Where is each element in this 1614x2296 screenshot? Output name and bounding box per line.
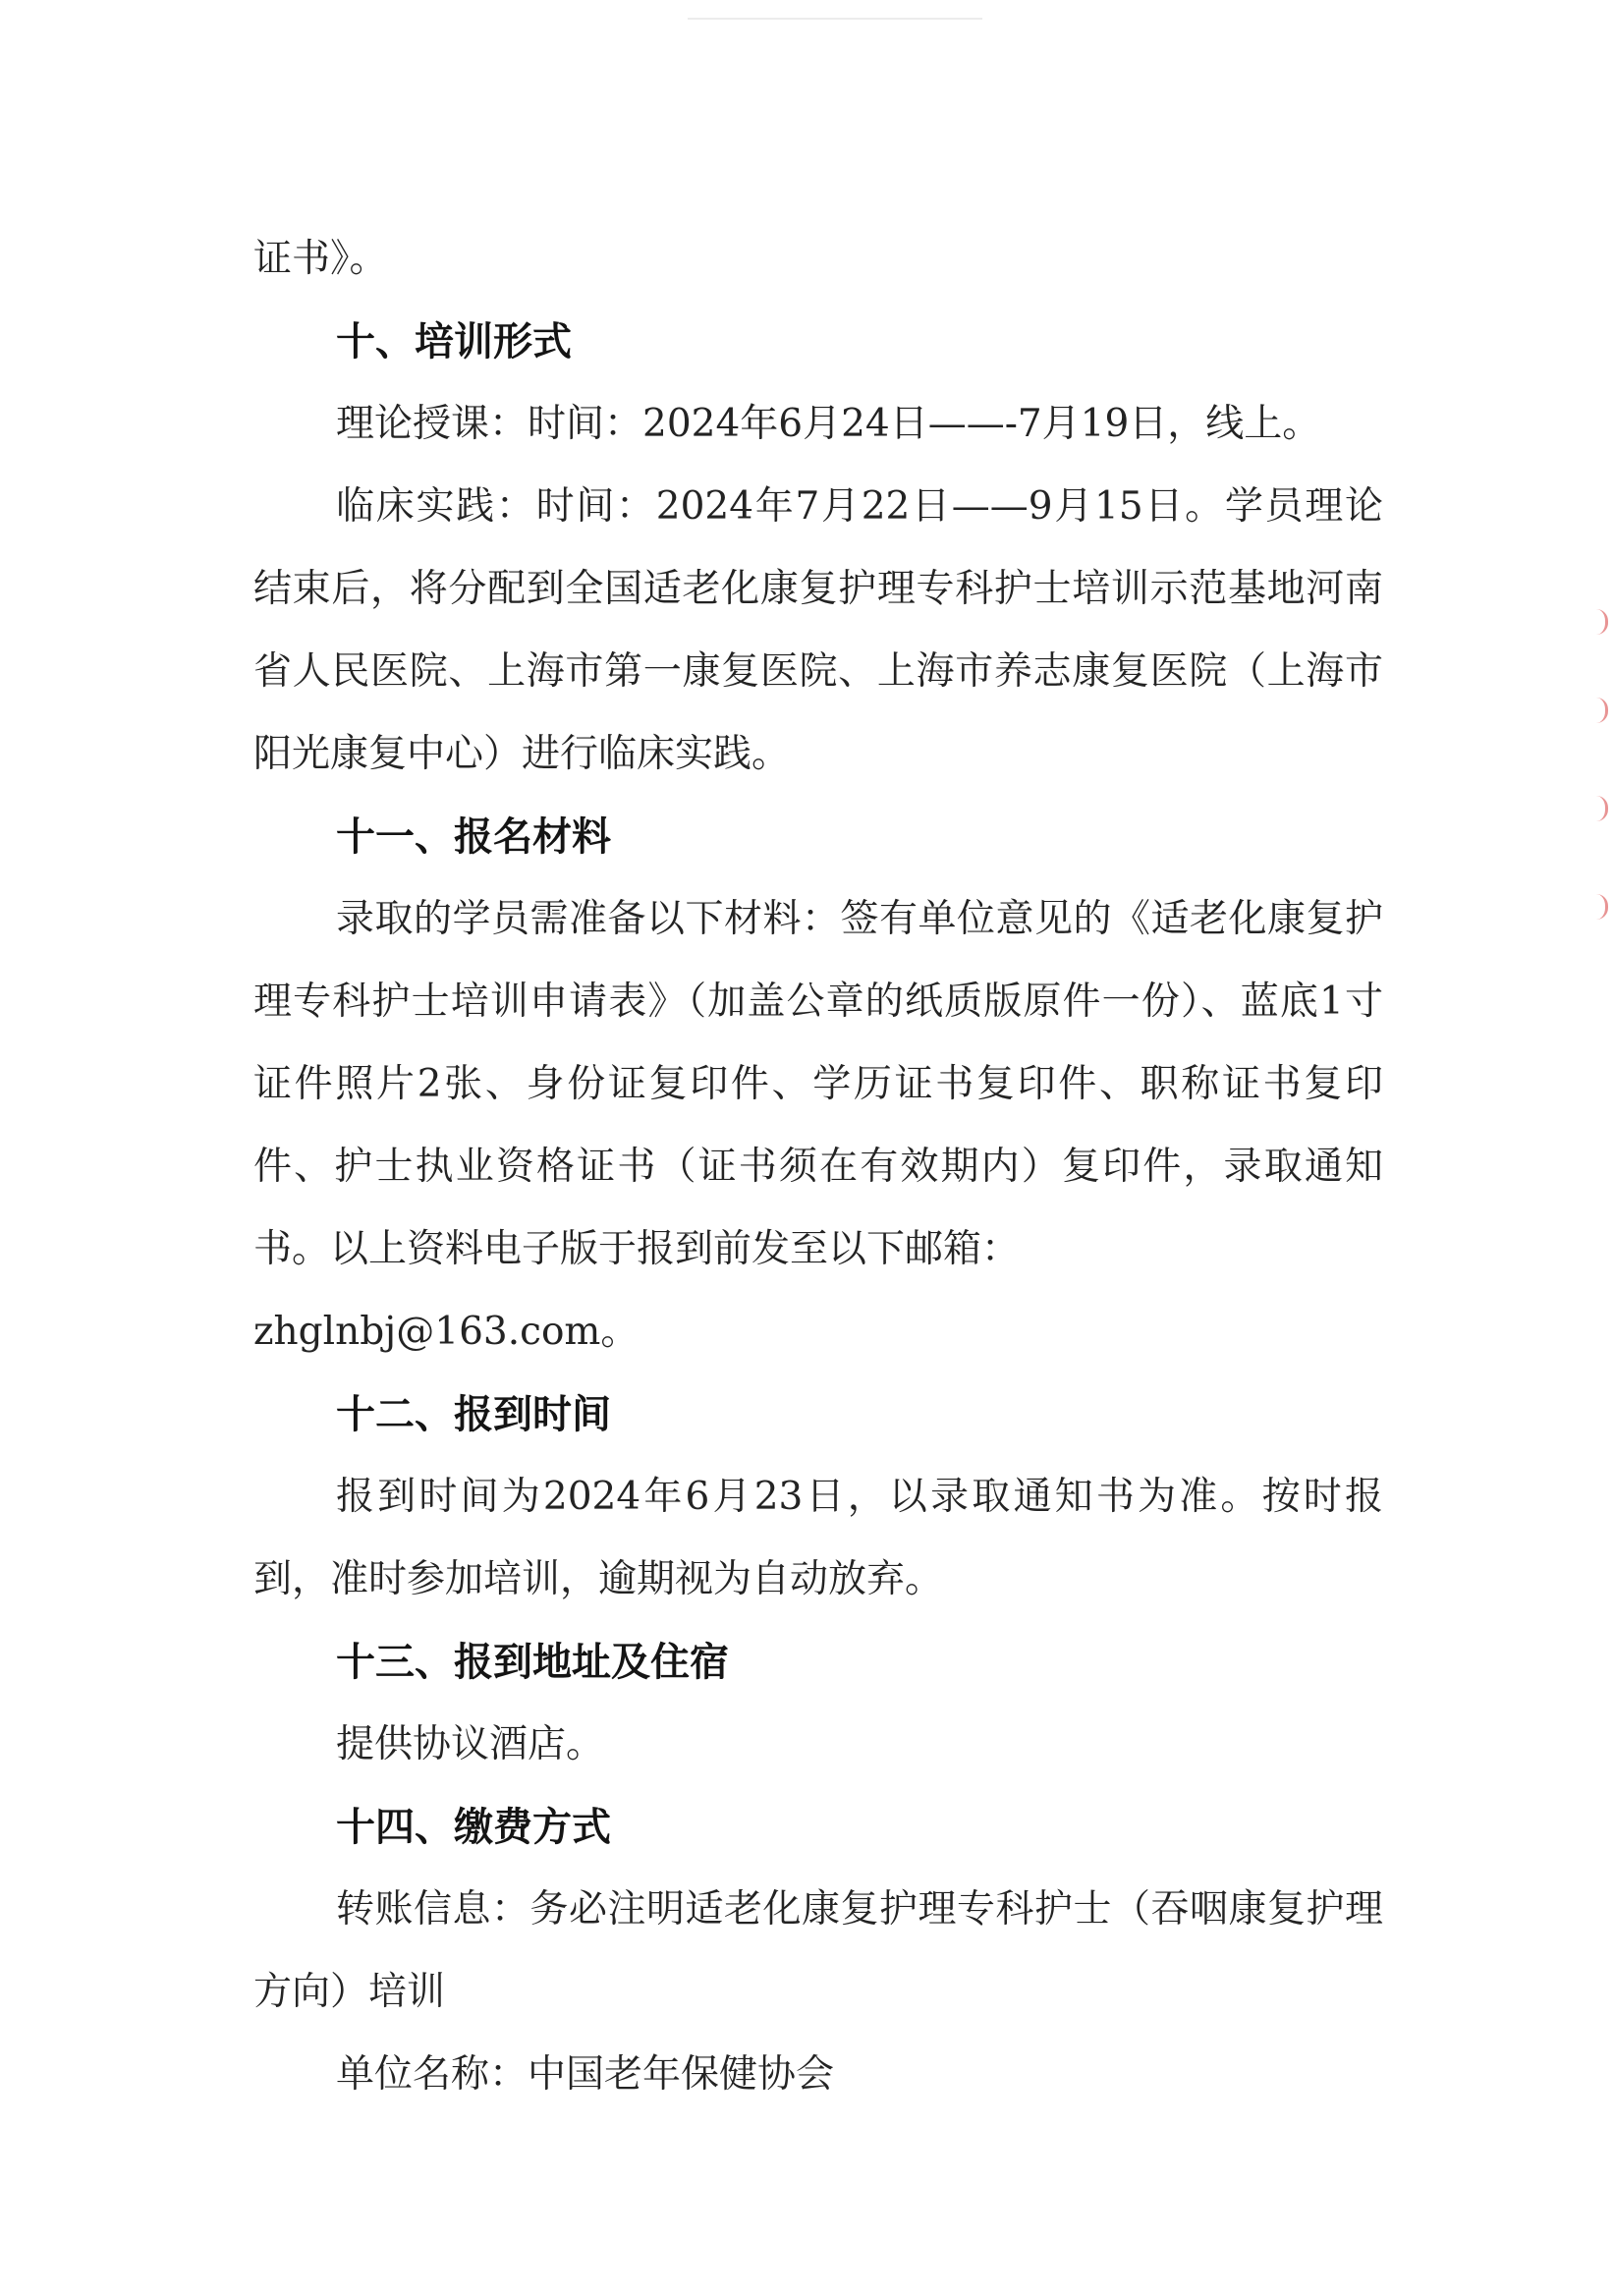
section-heading-12: 十二、报到时间 (336, 1392, 611, 1437)
scan-artifact (688, 18, 982, 20)
seal-edge-marks (1585, 589, 1614, 963)
paragraph-clinical-practice: 临床实践：时间：2024年7月22日——9月15日。学员理论结束后，将分配到全国适老化康复护理专科护士培训示范基地河南省人民医院、上海市第一康复医院、上海市养志康复医院（上海市阳光康复中心）进行临床实践。 (253, 484, 1383, 776)
email-address: zhglnbj@163.com。 (253, 1310, 640, 1354)
seal-fragment (1591, 796, 1608, 821)
section-heading-11: 十一、报名材料 (336, 814, 611, 860)
seal-fragment (1591, 609, 1608, 635)
paragraph-registration-time: 报到时间为2024年6月23日，以录取通知书为准。按时报到，准时参加培训，逾期视为自动放弃。 (253, 1475, 1383, 1601)
paragraph-application-materials: 录取的学员需准备以下材料：签有单位意见的《适老化康复护理专科护士培训申请表》（加盖公章的纸质版原件一份）、蓝底1寸证件照片2张、身份证复印件、学历证书复印件、职称证书复印件、护士执业资格证书（证书须在有效期内）复印件，录取通知书。以上资料电子版于报到前发至以下邮箱： (253, 897, 1383, 1271)
document-body (253, 218, 1383, 2116)
paragraph-theory-course: 理论授课：时间：2024年6月24日——-7月19日，线上。 (336, 402, 1321, 446)
paragraph-transfer-info: 转账信息：务必注明适老化康复护理专科护士（吞咽康复护理方向）培训 (253, 1887, 1383, 2014)
section-heading-13: 十三、报到地址及住宿 (336, 1640, 729, 1685)
section-heading-10: 十、培训形式 (336, 319, 572, 364)
seal-fragment (1591, 698, 1608, 723)
paragraph-accommodation: 提供协议酒店。 (336, 1722, 605, 1766)
seal-fragment (1591, 894, 1608, 920)
paragraph-continuation: 证书》。 (253, 237, 388, 281)
section-heading-14: 十四、缴费方式 (336, 1805, 611, 1850)
paragraph-organization-name: 单位名称：中国老年保健协会 (336, 2052, 835, 2097)
